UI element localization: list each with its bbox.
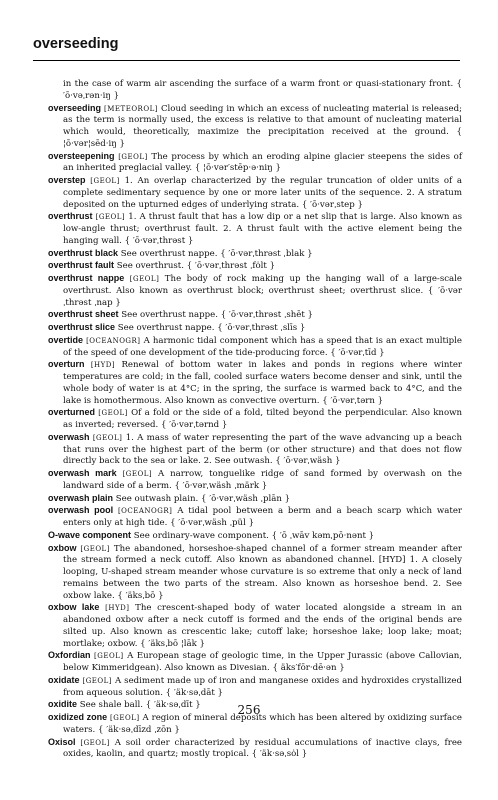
entry-definition: See outwash plain. { ′ō·vərˌwäsh ˌplān }	[115, 493, 291, 504]
glossary-entry	[48, 407, 462, 432]
entry-field: [OCEANOGR]	[117, 507, 173, 516]
entry-field: [GEOL]	[94, 652, 124, 661]
glossary-entry	[48, 309, 462, 322]
entry-definition: 1. A mass of water representing the part of the wave advancing up a beach that runs over the highest part of the berm (or other structure) and that does not flow directly back to the sea or lake. 2. See outwash. { ′ō·vərˌwäsh }	[63, 432, 462, 467]
entry-term: oversteepening	[48, 150, 115, 161]
entry-field: [GEOL]	[110, 714, 140, 722]
glossary-entry	[48, 211, 462, 247]
entry-definition: See overthrust. { ′ō·vərˌthrəst ˌfȯlt }	[116, 261, 276, 272]
entry-term: overturn	[48, 359, 85, 370]
glossary-entry	[48, 675, 462, 700]
entry-definition: Renewal of bottom water in lakes and ponds in regions where winter temperatures are cold; in the fall, cooled surface waters become denser and sink, until the whole body of water is at 4°C; in the spring, the surface is warmed back to 4°C, and the lake is homothermous. Also known as convective overturn. { ′ō·vərˌtərn }	[63, 360, 463, 406]
glossary-entry	[48, 260, 462, 273]
entry-term: overstep	[48, 175, 86, 185]
entry-term: oxbow lake	[48, 602, 100, 613]
glossary-entry	[48, 650, 462, 675]
entry-term: oxidate	[48, 674, 80, 685]
entry-term: oxbow	[48, 542, 77, 553]
entry-definition: The crescent-shaped body of water located alongside a stream in an abandoned oxbow after a neck cutoff is formed and the ends of the original bends are silted up. Also known as crescentic lake; cutoff lake; horseshoe lake; loop lake; moat; mortlake; oxbow. { ′äksˌbō ¦lāk }	[63, 603, 463, 649]
glossary-entry	[48, 530, 462, 543]
entry-field: [GEOL]	[92, 433, 123, 442]
entry-definition: A sediment made up of iron and manganese oxides and hydroxides crystallized from aqueous solution. { ′äk·səˌdāt }	[63, 675, 463, 698]
glossary-entry	[48, 273, 462, 309]
entry-field: [GEOL]	[129, 275, 160, 283]
glossary-entry	[48, 103, 462, 151]
entry-term: overthrust sheet	[48, 309, 119, 320]
entry-field: [OCEANOGR]	[86, 336, 141, 345]
entry-definition: Cloud seeding in which an excess of nucleating material is released; as the term is normally used, the excess is relative to that amount of nucleating material which would, theoretically, maximize the precipitation received at the ground. { ¦ō·vər¦sēd·iŋ }	[63, 103, 463, 149]
glossary-entry	[48, 432, 462, 468]
entry-term: overseeding	[48, 102, 102, 113]
entry-term: Oxisol	[48, 736, 76, 747]
page-number: 256	[237, 703, 261, 717]
entry-definition: Of a fold or the side of a fold, tilted beyond the perpendicular. Also known as inverted; reversed. { ′ō·vərˌtərnd }	[63, 408, 463, 430]
entry-definition: See shale ball. { ′äk·səˌdīt }	[79, 700, 201, 711]
glossary-entry	[48, 493, 462, 506]
glossary-entry	[48, 151, 462, 176]
entry-field: [HYD]	[90, 361, 116, 370]
entry-definition: A region of mineral deposits which has been altered by oxidizing surface waters. { ′äk·səˌdīzd ˌzōn }	[63, 713, 463, 735]
entry-term: overwash pool	[48, 505, 114, 516]
entry-definition: 1. An overlap characterized by the regular truncation of older units of a complete sedimentary sequence by one or more later units of the sequence. 2. A stratum deposited on the upturned edges of underlying strata. { ′ō·vərˌstep }	[63, 176, 463, 210]
entry-field: [METEOROL]	[104, 104, 158, 113]
entry-term: oxidite	[48, 699, 78, 710]
entry-term: overthrust black	[48, 247, 119, 258]
glossary-entry	[48, 359, 462, 407]
entry-definition: 1. A thrust fault that has a low dip or a net slip that is large. Also known as low-angle thrust; overthrust fault. 2. A thrust fault with the active element being the hanging wall. { ′ō·vərˌthrəst }	[63, 212, 463, 246]
entry-term: overthrust fault	[48, 260, 115, 271]
glossary-entry	[48, 737, 462, 762]
entry-field: [HYD]	[105, 604, 130, 613]
entry-definition: See overthrust nappe. { ′ō·vərˌthrəst ˌblak }	[120, 248, 313, 259]
entry-field: [GEOL]	[118, 152, 148, 161]
entry-field: [GEOL]	[122, 470, 153, 478]
glossary-entry	[48, 505, 462, 530]
entry-term: Oxfordian	[48, 650, 91, 661]
entry-field: [GEOL]	[82, 676, 113, 685]
entry-definition: The process by which an eroding alpine glacier steepens the sides of an inherited preglacial valley. { ¦ō·vər′stēp·ə·niŋ }	[63, 151, 463, 174]
glossary-entry	[48, 175, 462, 211]
entry-definition: A tidal pool between a berm and a beach scarp which water enters only at high tide. { ′ō·vərˌwäsh ˌpül }	[63, 506, 463, 528]
glossary-entry	[48, 322, 462, 335]
glossary-entry	[48, 248, 462, 261]
entry-term: overwash	[48, 431, 90, 442]
entry-term: overturned	[48, 407, 96, 418]
entry-definition: See overthrust nappe. { ′ō·vərˌthrəst ˌslīs }	[117, 323, 306, 333]
entry-term: oxidized zone	[48, 712, 108, 722]
entry-term: overtide	[48, 334, 84, 345]
entry-definition: A soil order characterized by residual accumulations of inactive clays, free oxides, kaolin, and quartz; mostly tropical. { ′äk·səˌsȯl }	[63, 737, 463, 760]
entry-term: overwash mark	[48, 468, 117, 478]
entry-definition: See ordinary-wave component. { ′ō ˌwāv kəmˌpō·nənt }	[133, 530, 375, 541]
entry-definition: A harmonic tidal component which has a speed that is an exact multiple of the speed of one development of the tide-producing force. { ′ō·vərˌtīd }	[63, 335, 463, 358]
glossary-entry	[48, 335, 462, 360]
entry-term: overthrust slice	[48, 322, 116, 332]
running-head: overseeding	[33, 36, 119, 52]
entry-definition: A narrow, tonguelike ridge of sand formed by overwash on the landward side of a berm. { ′ō·vərˌwäsh ˌmärk }	[63, 469, 462, 491]
entry-field: [GEOL]	[95, 213, 126, 222]
continued-text: in the case of warm air ascending the surface of a warm front or quasi-stationary front. { ′ō·vəˌrən·iŋ }	[63, 79, 462, 101]
entry-term: overthrust nappe	[48, 273, 125, 283]
entry-list	[48, 79, 462, 761]
glossary-entry	[48, 602, 462, 650]
entry-term: O-wave component	[48, 529, 132, 540]
entry-term: overthrust	[48, 211, 93, 222]
entry-field: [GEOL]	[98, 409, 128, 418]
entry-term: overwash plain	[48, 492, 114, 503]
glossary-entry	[48, 468, 462, 493]
header-rule	[33, 60, 460, 61]
entry-field: [GEOL]	[90, 177, 120, 185]
entry-definition: The body of rock making up the hanging wall of a large-scale overthrust. Also known as overthrust block; overthrust sheet; overthrust slice. { ′ō·vərˌthrəst ˌnap }	[63, 274, 463, 308]
entry-field: [GEOL]	[80, 544, 110, 553]
entry-definition: The abandoned, horseshoe-shaped channel of a former stream meander after the stream formed a neck cutoff. Also known as abandoned channel. [HYD] 1. A closely looping, U-shaped stream meander whose curvature is so extreme that only a neck of land remains between the two parts of the stream. Also known as horseshoe bend. 2. See oxbow lake. { ′äksˌbō }	[63, 543, 463, 601]
entry-field: [GEOL]	[80, 738, 110, 747]
entry-definition: A European stage of geologic time, in the Upper Jurassic (above Callovian, below Kimmeridgean). Also known as Divesian. { äks′fōr·dē·ən }	[63, 651, 462, 673]
entry-definition: See overthrust nappe. { ′ō·vərˌthrəst ˌshēt }	[121, 310, 314, 321]
glossary-entry	[48, 543, 462, 603]
